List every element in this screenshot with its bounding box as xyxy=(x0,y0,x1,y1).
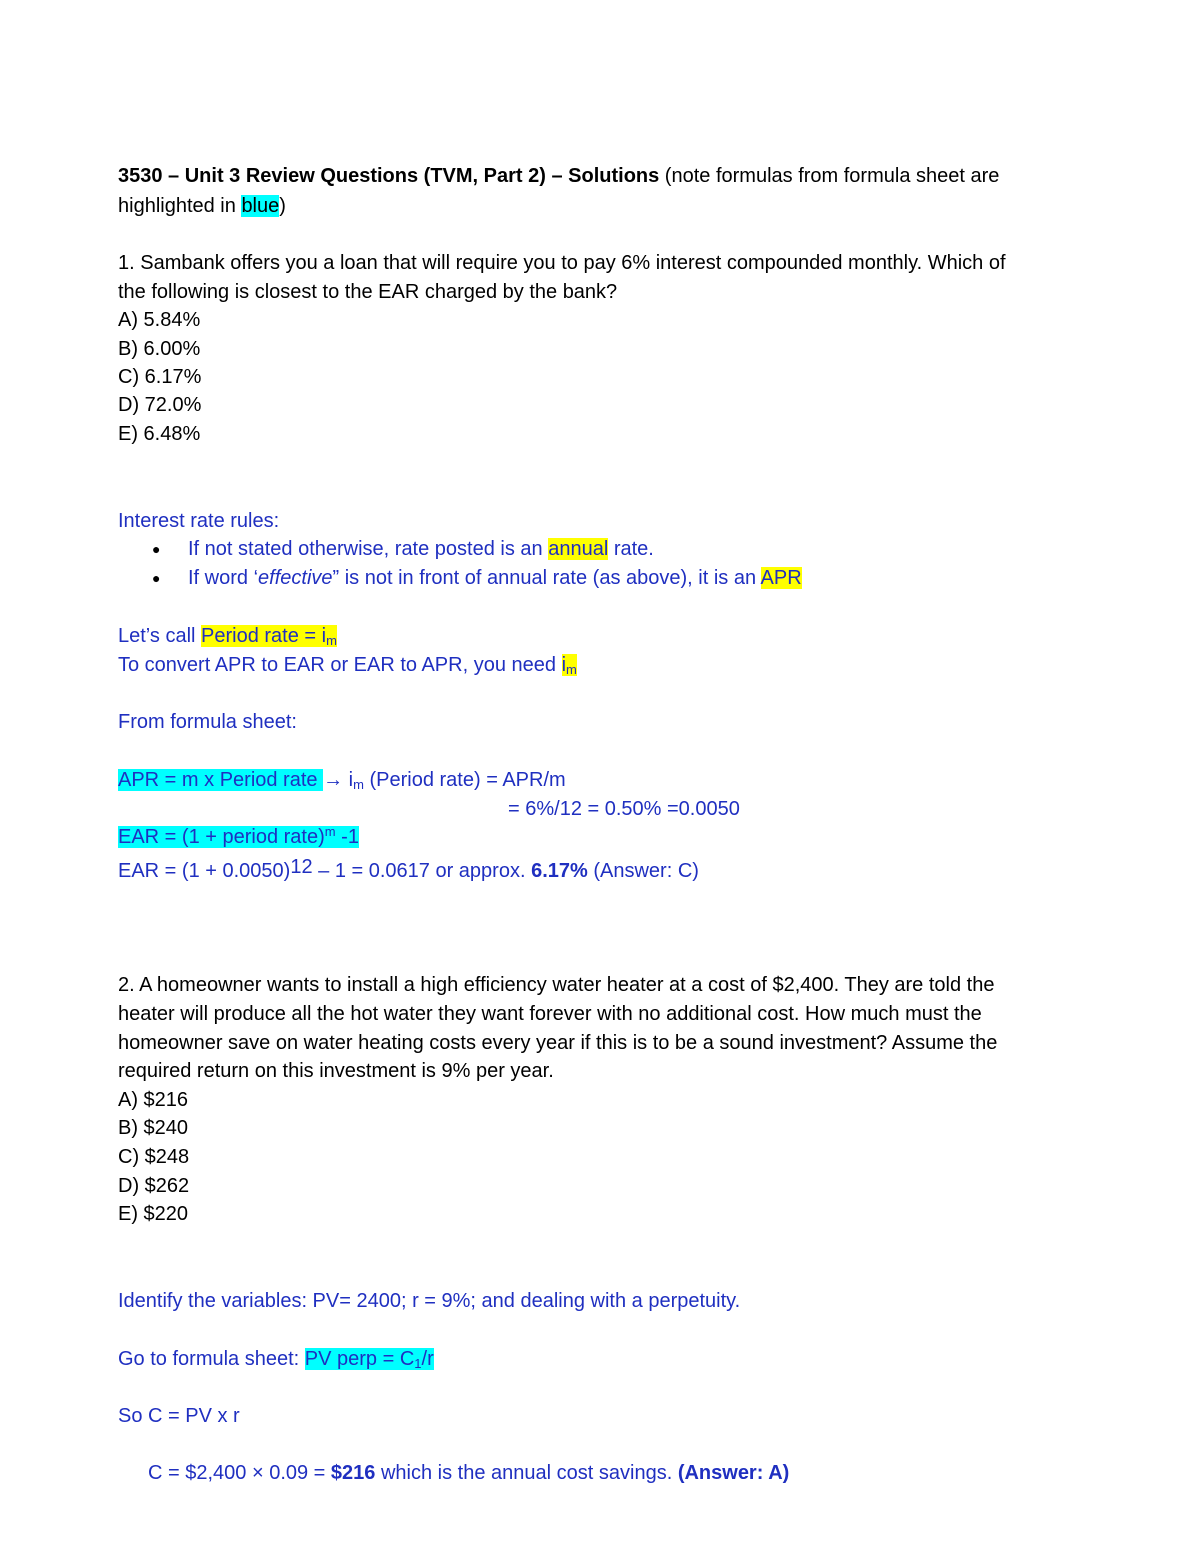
q1-option-e: E) 6.48% xyxy=(118,423,201,445)
q2-text-line4: required return on this investment is 9% per year. xyxy=(118,1060,554,1082)
arrow-right-icon: → xyxy=(323,769,344,791)
q1-option-d: D) 72.0% xyxy=(118,394,202,416)
q2-option-b: B) $240 xyxy=(118,1117,189,1139)
doc-title-line2 xyxy=(118,192,286,220)
im-highlight xyxy=(562,654,577,676)
apr-calc-line: = 6%/12 = 0.50% =0.0050 xyxy=(508,798,740,820)
ear-formula-line xyxy=(118,823,359,851)
rules-heading: Interest rate rules: xyxy=(118,510,280,532)
q2-option-e: E) $220 xyxy=(118,1203,189,1225)
effective-word: effective xyxy=(258,567,333,589)
from-formula-sheet: From formula sheet: xyxy=(118,711,297,733)
pv-perp-sub: 1 xyxy=(414,1356,422,1371)
ear-calc-middle: – 1 = 0.0617 or approx. xyxy=(312,860,532,882)
so-c-line: So C = PV x r xyxy=(118,1405,240,1427)
c-calc-line xyxy=(148,1459,789,1487)
ear-formula-tail: -1 xyxy=(335,826,359,848)
apr-highlight: APR xyxy=(760,567,802,589)
c-calc-text: C = $2,400 × 0.09 = xyxy=(148,1462,331,1484)
bullet-icon: ● xyxy=(152,570,161,586)
q1-text-line2: the following is closest to the EAR charged by the bank? xyxy=(118,281,618,303)
annual-highlight: annual xyxy=(548,538,609,560)
ear-sup-m: m xyxy=(324,824,336,839)
im-sub: m xyxy=(566,662,577,677)
title-note-text: highlighted in xyxy=(118,195,242,217)
q1-option-a: A) 5.84% xyxy=(118,309,201,331)
rule-1-text: If not stated otherwise, rate posted is an xyxy=(188,538,549,560)
ear-calc-text: EAR = (1 + 0.0050) xyxy=(118,860,291,882)
q2-option-c: C) $248 xyxy=(118,1146,190,1168)
ear-answer-label: (Answer: C) xyxy=(587,860,699,882)
period-rate-definition xyxy=(118,622,337,650)
q2-text-line1: 2. A homeowner wants to install a high efficiency water heater at a cost of $2,400. They are told the xyxy=(118,974,995,996)
q2-text-line2: heater will produce all the hot water they want forever with no additional cost. How much must the xyxy=(118,1003,982,1025)
q1-option-c: C) 6.17% xyxy=(118,366,202,388)
bullet-icon: ● xyxy=(152,541,161,557)
q2-option-a: A) $216 xyxy=(118,1089,189,1111)
rule-2-text: If word ‘ xyxy=(188,567,259,589)
pv-perp-highlight xyxy=(305,1348,434,1370)
ear-answer-bold: 6.17% xyxy=(531,860,588,882)
period-intro: Let’s call xyxy=(118,625,202,647)
ear-formula-text: EAR = (1 + period rate) xyxy=(118,826,325,848)
c-calc-middle: which is the annual cost savings. xyxy=(375,1462,678,1484)
q2-option-d: D) $262 xyxy=(118,1175,190,1197)
q1-text-line1: 1. Sambank offers you a loan that will require you to pay 6% interest compounded monthly. Which of xyxy=(118,252,1006,274)
rule-1-end: rate. xyxy=(608,538,654,560)
ear-calc-exponent: 12 xyxy=(290,856,313,878)
doc-title-bold: 3530 – Unit 3 Review Questions (TVM, Part 2) – Solutions xyxy=(118,165,660,187)
pv-perp-text: PV perp = C xyxy=(304,1348,415,1370)
apr-formula-highlight: APR = m x Period rate xyxy=(118,769,324,791)
period-rate-text: Period rate = i xyxy=(201,625,327,647)
period-rate-highlight xyxy=(201,625,337,647)
convert-text: To convert APR to EAR or EAR to APR, you need xyxy=(118,654,562,676)
convert-line xyxy=(118,651,577,679)
apr-i: i xyxy=(343,769,354,791)
rule-2 xyxy=(188,564,802,592)
rule-2-middle: ” is not in front of annual rate (as above), it is an xyxy=(332,567,761,589)
doc-title-note: (note formulas from formula sheet are xyxy=(659,165,1000,187)
goto-text: Go to formula sheet: xyxy=(118,1348,305,1370)
pv-perp-tail: /r xyxy=(421,1348,434,1370)
goto-formula-line xyxy=(118,1345,434,1373)
c-answer-label: (Answer: A) xyxy=(677,1462,790,1484)
title-note-close: ) xyxy=(279,195,286,217)
rule-1 xyxy=(188,535,654,563)
identify-variables: Identify the variables: PV= 2400; r = 9%; and dealing with a perpetuity. xyxy=(118,1290,741,1312)
ear-calc-line xyxy=(118,857,699,885)
q1-option-b: B) 6.00% xyxy=(118,338,201,360)
apr-sub: m xyxy=(353,777,364,792)
ear-formula-highlight xyxy=(118,826,359,848)
apr-result: (Period rate) = APR/m xyxy=(363,769,566,791)
doc-title-line1 xyxy=(118,162,999,190)
blue-highlight-label: blue xyxy=(241,195,280,217)
c-answer-bold: $216 xyxy=(330,1462,376,1484)
q2-text-line3: homeowner save on water heating costs every year if this is to be a sound investment? Assume the xyxy=(118,1032,998,1054)
period-sub-m: m xyxy=(326,633,337,648)
im-i: i xyxy=(561,654,567,676)
apr-formula-line xyxy=(118,766,566,794)
